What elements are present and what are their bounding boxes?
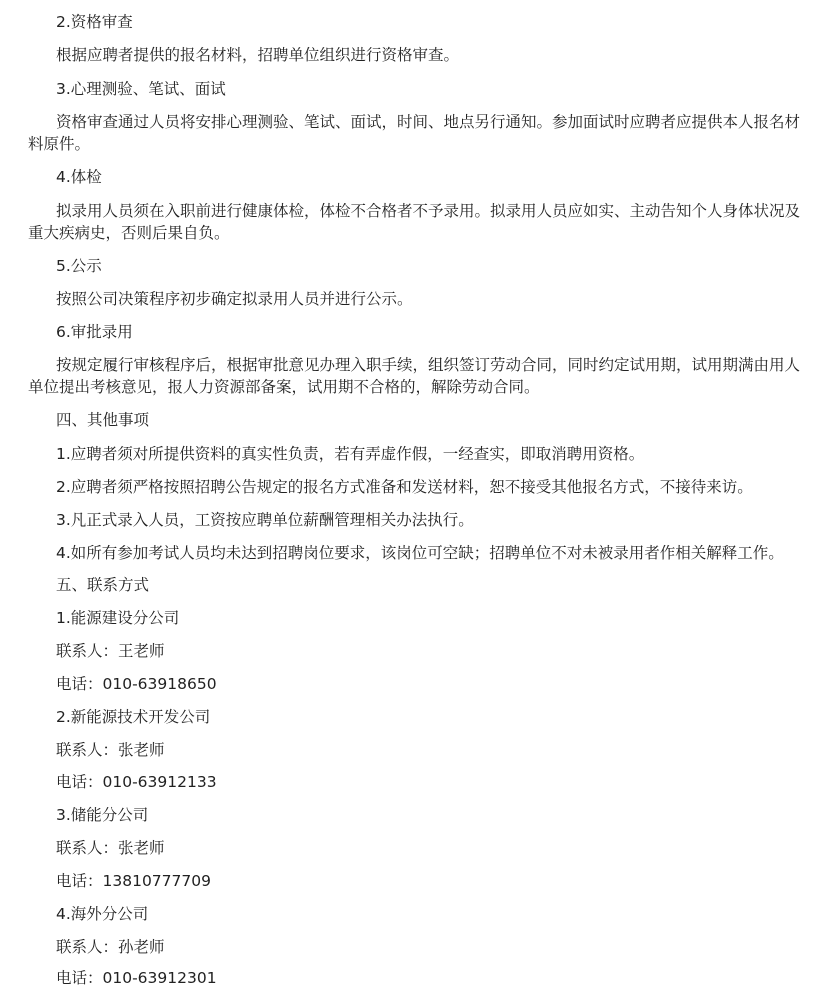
contact-person: 联系人：张老师 [56, 741, 165, 759]
section-title-other-matters: 四、其他事项 [56, 411, 150, 429]
section-title-contact: 五、联系方式 [56, 576, 150, 594]
contact-company: 2.新能源技术开发公司 [56, 708, 211, 726]
contact-company: 3.储能分公司 [56, 806, 149, 824]
subheading-publicity: 5.公示 [56, 257, 102, 275]
other-matters-item: 4.如所有参加考试人员均未达到招聘岗位要求，该岗位可空缺；招聘单位不对未被录用者作相关解释工作。 [56, 544, 784, 562]
subheading-qualification-review: 2.资格审查 [56, 13, 133, 31]
subheading-tests-interview: 3.心理测验、笔试、面试 [56, 80, 226, 98]
paragraph-qualification-review: 根据应聘者提供的报名材料，招聘单位组织进行资格审查。 [56, 46, 460, 64]
other-matters-item: 1.应聘者须对所提供资料的真实性负责，若有弄虚作假，一经查实，即取消聘用资格。 [56, 445, 645, 463]
contact-person: 联系人：孙老师 [56, 938, 165, 956]
other-matters-item: 2.应聘者须严格按照招聘公告规定的报名方式准备和发送材料，恕不接受其他报名方式，不接待来访。 [56, 478, 753, 496]
contact-phone: 电话：010-63912133 [56, 773, 217, 791]
contact-person: 联系人：张老师 [56, 839, 165, 857]
contact-phone: 电话：13810777709 [56, 872, 211, 890]
subheading-medical-exam: 4.体检 [56, 168, 102, 186]
contact-company: 4.海外分公司 [56, 905, 149, 923]
contact-phone: 电话：010-63912301 [56, 969, 217, 987]
contact-company: 1.能源建设分公司 [56, 609, 180, 627]
paragraph-publicity: 按照公司决策程序初步确定拟录用人员并进行公示。 [56, 290, 413, 308]
other-matters-item: 3.凡正式录入人员，工资按应聘单位薪酬管理相关办法执行。 [56, 511, 474, 529]
subheading-approval-hiring: 6.审批录用 [56, 323, 133, 341]
contact-person: 联系人：王老师 [56, 642, 165, 660]
paragraph-tests-interview: 资格审查通过人员将安排心理测验、笔试、面试，时间、地点另行通知。参加面试时应聘者应提供本人报名材料原件。 [28, 113, 801, 153]
paragraph-approval-hiring: 按规定履行审核程序后，根据审批意见办理入职手续，组织签订劳动合同，同时约定试用期，试用期满由用人单位提出考核意见，报人力资源部备案，试用期不合格的，解除劳动合同。 [28, 356, 801, 396]
contact-phone: 电话：010-63918650 [56, 675, 217, 693]
paragraph-medical-exam: 拟录用人员须在入职前进行健康体检，体检不合格者不予录用。拟录用人员应如实、主动告知个人身体状况及重大疾病史，否则后果自负。 [28, 202, 801, 242]
